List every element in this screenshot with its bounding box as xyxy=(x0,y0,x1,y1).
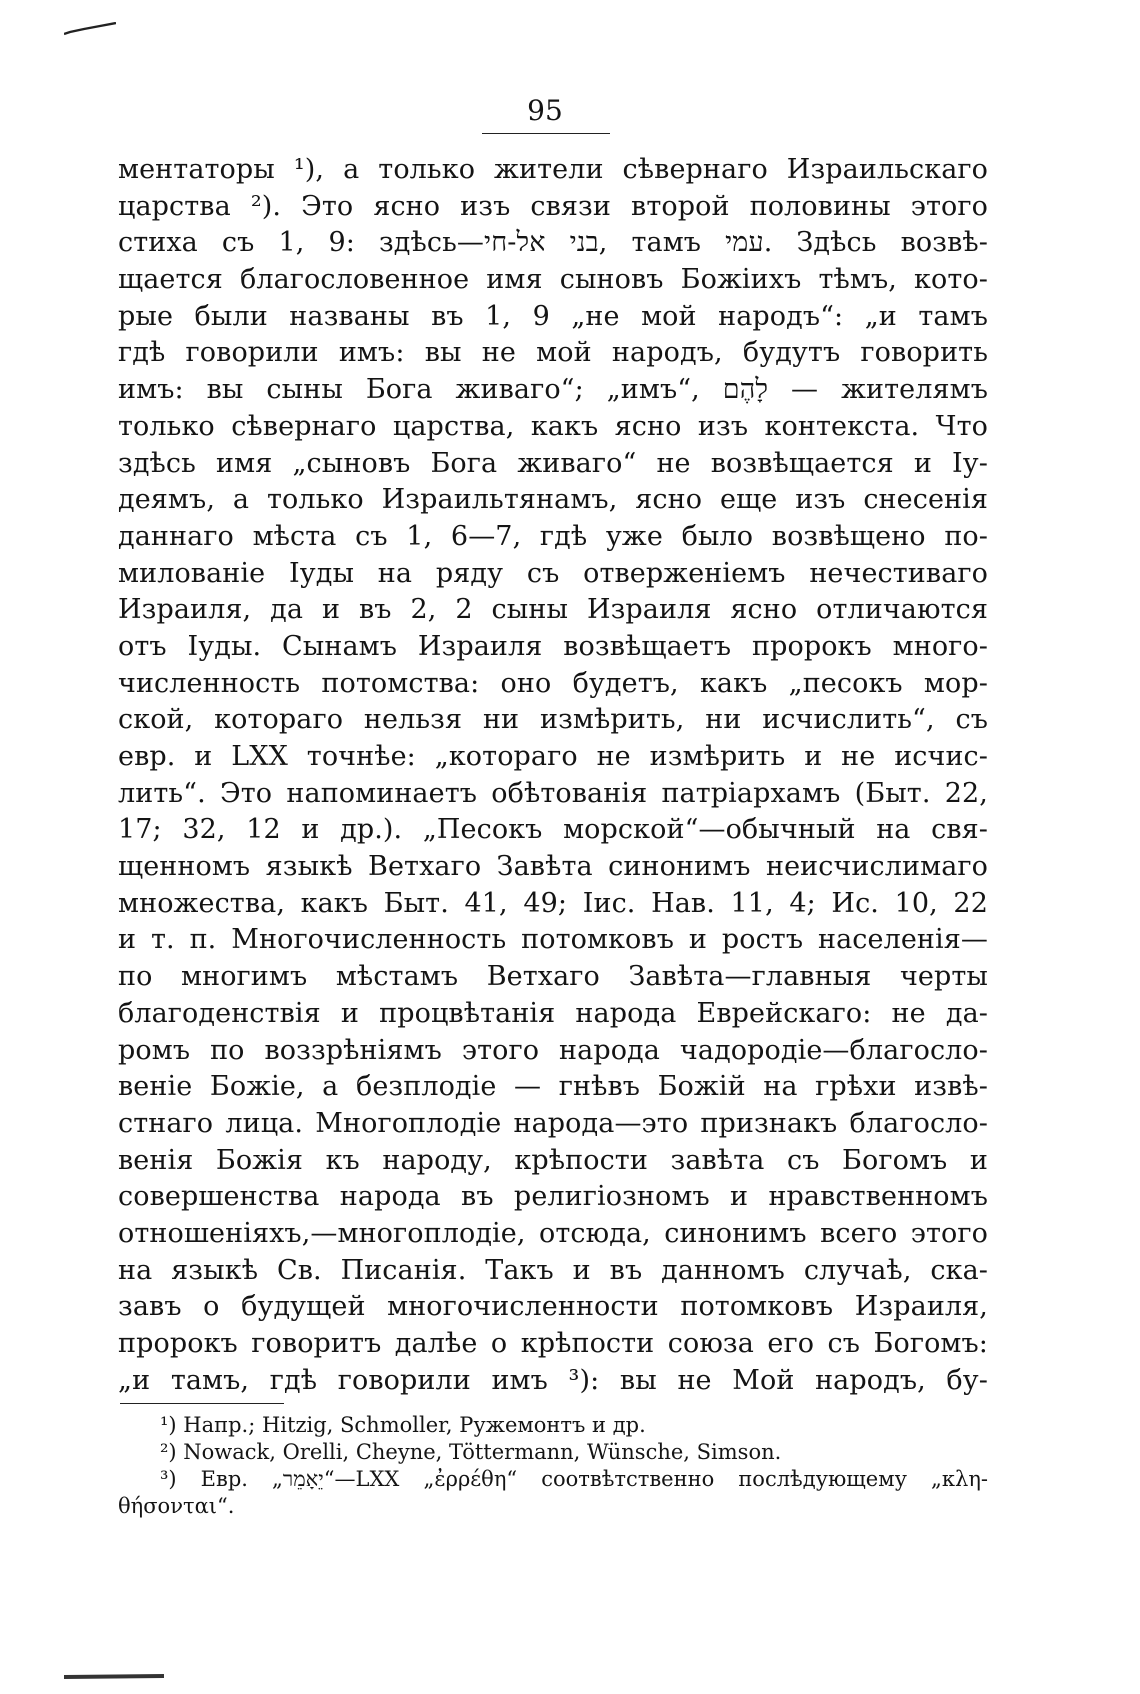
text-line: и т. п. Многочисленность потомковъ и ростъ населенія— xyxy=(118,924,988,956)
text-line: отношеніяхъ,—многоплодіе, отсюда, синонимъ всего этого xyxy=(118,1217,988,1249)
text-line: 17; 32, 12 и др.). „Песокъ морской“—обычный на свя- xyxy=(118,814,988,846)
text-line: совершенства народа въ религіозномъ и нравственномъ xyxy=(118,1181,988,1213)
footnote-3: ³) Евр. „יֵאָמֵר“—LXX „ἐρρέθη“ соотвѣтственно послѣдующему „κλη- xyxy=(160,1467,988,1491)
text-line: деямъ, а только Израильтянамъ, ясно еще изъ снесенія xyxy=(118,484,988,516)
printer-mark-top xyxy=(64,22,116,36)
footnote-3-continuation: θήσονται“. xyxy=(118,1494,235,1518)
text-line: завъ о будущей многочисленности потомковъ Израиля, xyxy=(118,1291,988,1323)
text-line: царства ²). Это ясно изъ связи второй половины этого xyxy=(118,190,988,222)
text-line: ментаторы ¹), а только жители сѣвернаго Израильскаго xyxy=(118,154,988,185)
text-line: на языкѣ Св. Писанія. Такъ и въ данномъ случаѣ, ска- xyxy=(118,1254,988,1286)
text-line: отъ Іуды. Сынамъ Израиля возвѣщаетъ пророкъ много- xyxy=(118,630,988,662)
footnote-1: ¹) Напр.; Hitzig, Schmoller, Ружемонтъ и др. xyxy=(160,1413,646,1437)
text-line: ской, котораго нельзя ни измѣрить, ни исчислить“, съ xyxy=(118,704,988,736)
text-line: даннаго мѣста съ 1, 6—7, гдѣ уже было возвѣщено по- xyxy=(118,520,988,552)
text-line: ромъ по воззрѣніямъ этого народа чадородіе—благосло- xyxy=(118,1034,988,1066)
page-number-rule xyxy=(482,133,610,134)
text-line: численность потомства: оно будетъ, какъ „песокъ мор- xyxy=(118,667,988,699)
printer-mark-bottom xyxy=(64,1672,164,1682)
page-number: 95 xyxy=(527,94,563,127)
text-line: веніе Божіе, а безплодіе — гнѣвъ Божій на грѣхи извѣ- xyxy=(118,1071,988,1103)
text-line: стиха съ 1, 9: здѣсь—בני אל-חי, тамъ עמי. Здѣсь возвѣ- xyxy=(118,227,988,259)
text-line: имъ: вы сыны Бога живаго“; „имъ“, לָהֶם — жителямъ xyxy=(118,374,988,406)
main-text-block xyxy=(118,152,988,1399)
text-line: пророкъ говоритъ далѣе о крѣпости союза его съ Богомъ: xyxy=(118,1328,988,1359)
text-line: стнаго лица. Многоплодіе народа—это признакъ благосло- xyxy=(118,1107,988,1139)
footnote-2: ²) Nowack, Orelli, Cheyne, Töttermann, Wünsche, Simson. xyxy=(160,1440,782,1464)
text-line: здѣсь имя „сыновъ Бога живаго“ не возвѣщается и Іу- xyxy=(118,447,988,479)
text-line: рые были названы въ 1, 9 „не мой народъ“: „и тамъ xyxy=(118,300,988,332)
text-line: лить“. Это напоминаетъ обѣтованія патріархамъ (Быт. 22, xyxy=(118,777,988,809)
text-line: гдѣ говорили имъ: вы не мой народъ, будутъ говорить xyxy=(118,337,988,369)
text-line: венія Божія къ народу, крѣпости завѣта съ Богомъ и xyxy=(118,1144,988,1176)
text-line: по многимъ мѣстамъ Ветхаго Завѣта—главныя черты xyxy=(118,961,988,993)
text-line: евр. и LXX точнѣе: „котораго не измѣрить и не исчис- xyxy=(118,741,988,772)
text-line: множества, какъ Быт. 41, 49; Іис. Нав. 11, 4; Ис. 10, 22 xyxy=(118,887,988,919)
text-line: „и тамъ, гдѣ говорили имъ ³): вы не Мой народъ, бу- xyxy=(118,1364,988,1396)
text-line: милованіе Іуды на ряду съ отверженіемъ нечестиваго xyxy=(118,557,988,589)
text-line: щенномъ языкѣ Ветхаго Завѣта синонимъ неисчислимаго xyxy=(118,851,988,883)
text-line: благоденствія и процвѣтанія народа Еврейскаго: не да- xyxy=(118,997,988,1029)
text-line: только сѣвернаго царства, какъ ясно изъ контекста. Что xyxy=(118,410,988,442)
text-line: щается благословенное имя сыновъ Божіихъ тѣмъ, кото- xyxy=(118,264,988,296)
text-line: Израиля, да и въ 2, 2 сыны Израиля ясно отличаются xyxy=(118,594,988,626)
footnotes xyxy=(118,1412,988,1520)
footnote-separator xyxy=(120,1403,284,1404)
